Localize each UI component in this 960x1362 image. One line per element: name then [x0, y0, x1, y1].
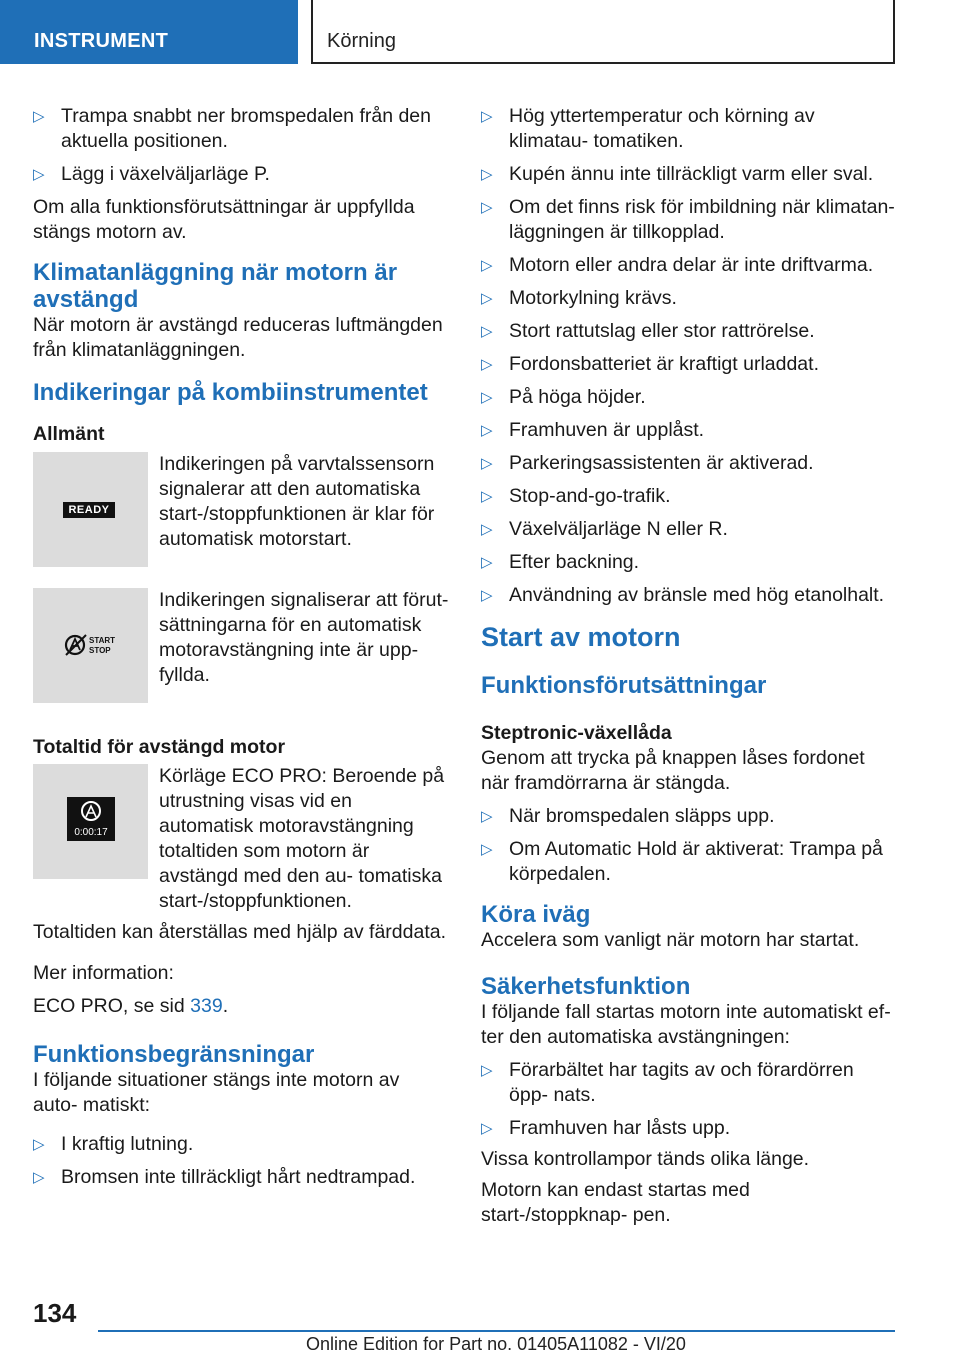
list-item: ▷ Parkeringsassistenten är aktiverad.	[481, 452, 814, 474]
heading-klimat: Klimatanläggning när motorn är avstängd	[33, 259, 398, 313]
list-item: ▷ På höga höjder.	[481, 386, 646, 408]
heading-start-motorn: Start av motorn	[481, 622, 681, 652]
list-item: ▷ Trampa snabbt ner bromspedalen från den aktuella positionen.	[33, 105, 431, 152]
page-number: 134	[33, 1298, 77, 1328]
list-item: ▷ Framhuven är upplåst.	[481, 419, 705, 441]
list-item: ▷ Förarbältet har tagits av och förardörren öpp- nats.	[481, 1059, 854, 1106]
figure-total-time	[33, 764, 449, 914]
ready-indicator-image	[33, 452, 148, 567]
triangle-bullet-icon: ▷	[481, 166, 493, 183]
paragraph: I följande fall startas motorn inte automatiskt ef- ter den automatiska avstängningen:	[481, 1001, 891, 1048]
list-item: ▷ Om det finns risk för imbildning när klimatan- läggningen är tillkopplad.	[481, 196, 895, 243]
triangle-bullet-icon: ▷	[481, 1120, 493, 1137]
list-item: ▷ Kupén ännu inte tillräckligt varm eller sval.	[481, 163, 874, 185]
paragraph: I följande situationer stängs inte motorn av auto- matiskt:	[33, 1069, 400, 1116]
triangle-bullet-icon: ▷	[481, 422, 493, 439]
triangle-bullet-icon: ▷	[33, 1169, 45, 1186]
list-item: ▷ Fordonsbatteriet är kraftigt urladdat.	[481, 353, 819, 375]
list-item: ▷ Växelväljarläge N eller R.	[481, 518, 728, 540]
footer-edition: Online Edition for Part no. 01405A11082 - VI/20	[306, 1334, 686, 1354]
triangle-bullet-icon: ▷	[481, 290, 493, 307]
list-item: ▷ Användning av bränsle med hög etanolhalt.	[481, 584, 885, 606]
triangle-bullet-icon: ▷	[481, 1062, 493, 1079]
figure-text: Indikeringen på varvtalssensorn signalerar att den automatiska start-/stoppfunktionen är klar för automatisk motorstart.	[159, 453, 435, 550]
chapter-title: Körning	[327, 30, 396, 52]
start-label: START	[89, 636, 116, 645]
ready-label: READY	[63, 502, 115, 518]
list-item: ▷ Hög yttertemperatur och körning av klimatau- tomatiken.	[481, 105, 815, 152]
paragraph: Genom att trycka på knappen låses fordonet när framdörrarna är stängda.	[481, 747, 865, 794]
triangle-bullet-icon: ▷	[481, 455, 493, 472]
section-title: INSTRUMENT	[34, 30, 169, 52]
paragraph: Accelera som vanligt när motorn har startat.	[481, 929, 860, 951]
list-item: ▷ Motorn eller andra delar är inte driftvarma.	[481, 254, 874, 276]
right-column	[481, 104, 897, 1238]
paragraph: Om alla funktionsförutsättningar är uppfyllda stängs motorn av.	[33, 196, 415, 243]
triangle-bullet-icon: ▷	[481, 488, 493, 505]
paragraph: Vissa kontrollampor tänds olika länge.	[481, 1148, 810, 1170]
paragraph: När motorn är avstängd reduceras luftmängden från klimatanläggningen.	[33, 314, 443, 361]
list-item: ▷ Lägg i växelväljarläge P.	[33, 163, 270, 185]
total-time-indicator-image	[33, 764, 148, 879]
triangle-bullet-icon: ▷	[481, 356, 493, 373]
triangle-bullet-icon: ▷	[481, 323, 493, 340]
figure-text: Indikeringen signaliserar att förut- sättningarna för en automatisk motoravstängning inte är upp- fyllda.	[159, 589, 449, 686]
heading-sakerhetsfunktion: Säkerhetsfunktion	[481, 973, 691, 1000]
list-item: ▷ Efter backning.	[481, 551, 640, 573]
paragraph: Totaltiden kan återställas med hjälp av färddata.	[33, 921, 446, 943]
figure-start-stop	[33, 588, 449, 703]
triangle-bullet-icon: ▷	[481, 389, 493, 406]
heading-funktionsforutsattningar: Funktionsförutsättningar	[481, 672, 767, 699]
list-item: ▷ Om Automatic Hold är aktiverat: Trampa på körpedalen.	[481, 838, 883, 885]
triangle-bullet-icon: ▷	[481, 841, 493, 858]
paragraph: Motorn kan endast startas med start-/stoppknap- pen.	[481, 1179, 750, 1226]
triangle-bullet-icon: ▷	[481, 257, 493, 274]
paragraph: Mer information:	[33, 962, 174, 984]
list-item: ▷ Stop-and-go-trafik.	[481, 485, 671, 507]
list-item: ▷ I kraftig lutning.	[33, 1133, 194, 1155]
timer-value: 0:00:17	[74, 827, 108, 838]
timer-display	[67, 797, 115, 841]
page-link-eco-pro[interactable]: 339	[190, 995, 223, 1017]
heading-indikeringar: Indikeringar på kombiinstrumentet	[33, 379, 428, 406]
section-tab	[0, 0, 298, 64]
stop-label: STOP	[89, 646, 111, 655]
heading-kora-ivag: Köra iväg	[481, 901, 591, 928]
triangle-bullet-icon: ▷	[481, 554, 493, 571]
list-item: ▷ Framhuven har låsts upp.	[481, 1117, 731, 1139]
chapter-tab	[311, 0, 895, 64]
triangle-bullet-icon: ▷	[481, 108, 493, 125]
auto-start-stop-icon	[67, 797, 115, 841]
triangle-bullet-icon: ▷	[481, 521, 493, 538]
auto-start-stop-icon	[64, 632, 116, 658]
triangle-bullet-icon: ▷	[481, 199, 493, 216]
triangle-bullet-icon: ▷	[33, 1136, 45, 1153]
heading-begransningar: Funktionsbegränsningar	[33, 1041, 315, 1068]
figure-ready	[33, 452, 449, 567]
heading-allmant: Allmänt	[33, 423, 105, 445]
start-stop-indicator-image	[33, 588, 148, 703]
figure-text: Körläge ECO PRO: Beroende på utrustning visas vid en automatisk motoravstängning totaltiden som motorn är avstängd med den au- tomatiska start-/stoppfunktionen.	[159, 765, 445, 912]
list-item: ▷ Bromsen inte tillräckligt hårt nedtrampad.	[33, 1166, 416, 1188]
footer-divider	[98, 1330, 895, 1332]
left-column	[33, 104, 449, 1198]
list-item: ▷ När bromspedalen släpps upp.	[481, 805, 775, 827]
triangle-bullet-icon: ▷	[481, 808, 493, 825]
triangle-bullet-icon: ▷	[33, 108, 45, 125]
list-item: ▷ Stort rattutslag eller stor rattrörelse.	[481, 320, 815, 342]
paragraph: ECO PRO, se sid 339.	[33, 995, 229, 1017]
list-item: ▷ Motorkylning krävs.	[481, 287, 677, 309]
triangle-bullet-icon: ▷	[33, 166, 45, 183]
heading-totaltid: Totaltid för avstängd motor	[33, 736, 286, 758]
triangle-bullet-icon: ▷	[481, 587, 493, 604]
heading-steptronic: Steptronic-växellåda	[481, 722, 672, 744]
